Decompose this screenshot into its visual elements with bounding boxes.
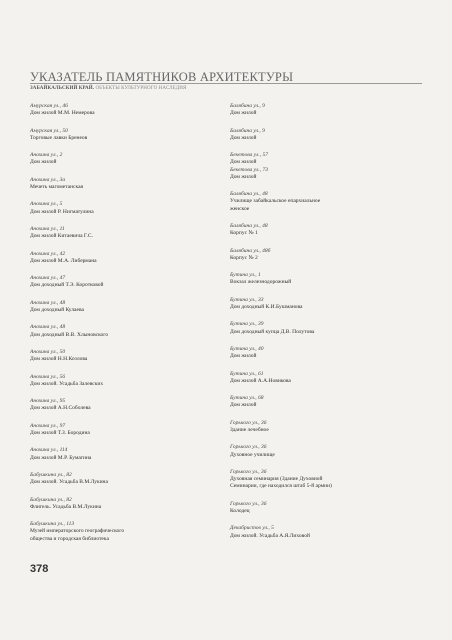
entry-address: Анохина ул., 48	[30, 299, 66, 306]
entry-address: Бабушкина ул., 82	[30, 471, 72, 478]
entry-address: Горького ул., 36	[230, 419, 267, 426]
entry-address: Бутина ул., 33	[230, 296, 264, 303]
entry-description: Дом жилой М.А. Либермана	[30, 257, 97, 264]
entry-address: Бекетова ул., 57	[230, 152, 269, 159]
index-entry	[30, 423, 220, 437]
entry-address: Балябина ул., 48	[230, 222, 268, 229]
subtitle-region: ЗАБАЙКАЛЬСКИЙ КРАЙ.	[30, 86, 95, 91]
index-entry	[30, 201, 220, 215]
entry-address: Анохина ул., 97	[30, 422, 66, 429]
entry-description: Вокзал железнодорожный	[230, 279, 292, 286]
index-entry	[230, 469, 420, 491]
entry-address: Бутина ул., 68	[230, 395, 264, 402]
index-entry	[30, 374, 220, 388]
index-entry	[230, 248, 420, 262]
entry-address: Бабушкина ул., 113	[30, 521, 75, 528]
entry-description: Дом жилой Т.З. Бородина	[30, 429, 90, 436]
entry-description: Дом жилой	[230, 402, 257, 409]
entry-address: Анохина ул., 47	[30, 275, 66, 282]
entry-description: Дом жилой А.А.Новикова	[230, 377, 291, 384]
entry-address: Бутина ул., 40	[230, 345, 264, 352]
index-entry	[30, 472, 220, 486]
entry-description: Дом жилой. Усадьба Залевских	[30, 380, 104, 387]
index-entry	[230, 223, 420, 237]
index-entry	[230, 420, 420, 434]
index-entry	[30, 398, 220, 412]
entry-address: Бутина ул., 61	[230, 370, 264, 377]
entry-description: Дом доходный В.В. Хлыновского	[30, 331, 109, 338]
entry-address: Балябина ул., 48б	[230, 247, 271, 254]
entry-address: Амурская ул., 50	[30, 127, 68, 134]
index-entry	[30, 152, 220, 166]
entry-description: Корпус № 1	[230, 230, 258, 237]
index-entry	[230, 321, 420, 335]
entry-description: Дом жилой Китаевича Г.С.	[30, 233, 93, 240]
entry-description: Дом жилой	[30, 159, 57, 166]
index-entry	[30, 521, 220, 543]
page-number: 378	[30, 563, 49, 575]
entry-address: Балябина ул., 48	[230, 191, 268, 198]
index-entry	[30, 497, 220, 511]
entry-address: Бутина ул., 39	[230, 321, 264, 328]
entry-address: Горького ул., 36	[230, 444, 267, 451]
index-entry	[230, 191, 420, 213]
entry-address: Анохина ул., 3а	[30, 176, 66, 183]
title-divider	[30, 83, 422, 84]
entry-description: Дом жилой. Усадьба В.М.Лукина	[30, 479, 108, 486]
entry-description: Дом жилой Р. Нигматулина	[30, 208, 94, 215]
entry-description: Дом жилой	[230, 159, 257, 166]
index-entry	[230, 444, 420, 458]
index-entry	[30, 324, 220, 338]
entry-description: Дом доходный Т.Э. Коротковой	[30, 282, 104, 289]
entry-address: Бекетова ул., 73	[230, 166, 269, 173]
index-entry	[30, 128, 220, 142]
entry-description: Дом жилой	[230, 110, 257, 117]
entry-description: Духовная семинария (Здание Духовной	[230, 476, 323, 483]
index-entry	[230, 346, 420, 360]
entry-description: Училище забайкальское епархиальное	[230, 198, 321, 205]
entry-description: Дом жилой. Усадьба А.Я.Лиховой	[230, 532, 310, 539]
entry-description: Дом доходный К.И.Бушманова	[230, 303, 303, 310]
entry-description: Колодец	[230, 507, 250, 514]
page-subtitle	[30, 86, 186, 91]
entry-description: Дом жилой Н.Н.Козлова	[30, 356, 88, 363]
page-title: УКАЗАТЕЛЬ ПАМЯТНИКОВ АРХИТЕКТУРЫ	[30, 70, 294, 84]
entry-address: Анохина ул., 48	[30, 324, 66, 331]
entry-description: Мечеть магометанская	[30, 183, 84, 190]
index-entry	[30, 447, 220, 461]
entry-address: Анохина ул., 42	[30, 250, 66, 257]
index-entry	[30, 177, 220, 191]
entry-description: Корпус № 2	[230, 254, 258, 261]
entry-address: Горького ул., 36	[230, 500, 267, 507]
entry-description: Музей императорского географического	[30, 528, 125, 535]
index-entry	[30, 300, 220, 314]
entry-description: Дом жилой	[230, 353, 257, 360]
index-entry	[230, 395, 420, 409]
entry-address: Анохина ул., 11	[30, 225, 65, 232]
index-entry	[230, 152, 420, 181]
entry-address: Анохина ул., 2	[30, 152, 63, 159]
entry-description: Дом жилой М.М. Немерова	[30, 110, 95, 117]
right-column	[230, 103, 420, 540]
subtitle-section: ОБЪЕКТЫ КУЛЬТУРНОГО НАСЛЕДИЯ	[95, 86, 187, 91]
index-entry	[30, 275, 220, 289]
index-entry	[230, 501, 420, 515]
index-entry	[30, 103, 220, 117]
index-entry	[230, 371, 420, 385]
entry-address: Декабристов ул., 5	[230, 525, 274, 532]
entry-description: Духовное училище	[230, 451, 275, 458]
entry-address: Бутина ул., 1	[230, 272, 261, 279]
index-entry	[230, 272, 420, 286]
entry-address: Амурская ул., 46	[30, 103, 68, 109]
left-column	[30, 103, 220, 543]
entry-address: Анохина ул., 114	[30, 447, 68, 454]
entry-address: Бабушкина ул., 82	[30, 496, 72, 503]
index-entry	[230, 525, 420, 539]
index-entry	[230, 297, 420, 311]
entry-description: Здание лечебное	[230, 426, 269, 433]
entry-description: Дом доходный купца Д.В. Полутова	[230, 328, 315, 335]
index-entry	[30, 251, 220, 265]
entry-description: общества и городская библиотека	[30, 535, 109, 542]
index-entry	[230, 128, 420, 142]
entry-address: Анохина ул., 5	[30, 201, 63, 208]
entry-description: Дом жилой	[230, 173, 257, 180]
entry-address: Анохина ул., 95	[30, 398, 66, 405]
index-entry	[230, 103, 420, 117]
entry-description: Семинарии, где находился штаб 5-й армии)	[230, 483, 332, 490]
entry-address: Анохина ул., 50	[30, 348, 66, 355]
index-entry	[30, 349, 220, 363]
entry-description: женское	[230, 205, 250, 212]
entry-address: Горького ул., 36	[230, 468, 267, 475]
entry-address: Балябина ул., 9	[230, 127, 265, 134]
entry-description: Дом жилой А.Н.Соболева	[30, 405, 91, 412]
entry-description: Дом доходный Кулаева	[30, 306, 84, 313]
entry-description: Дом жилой М.Р. Бумагина	[30, 454, 92, 461]
entry-description: Торговые лавки Бренеов	[30, 134, 88, 141]
index-entry	[30, 226, 220, 240]
entry-description: Флигель. Усадьба В.М.Лукина	[30, 503, 102, 510]
entry-address: Балябина ул., 9	[230, 103, 265, 109]
entry-address: Анохина ул., 56	[30, 373, 66, 380]
entry-description: Дом жилой	[230, 134, 257, 141]
